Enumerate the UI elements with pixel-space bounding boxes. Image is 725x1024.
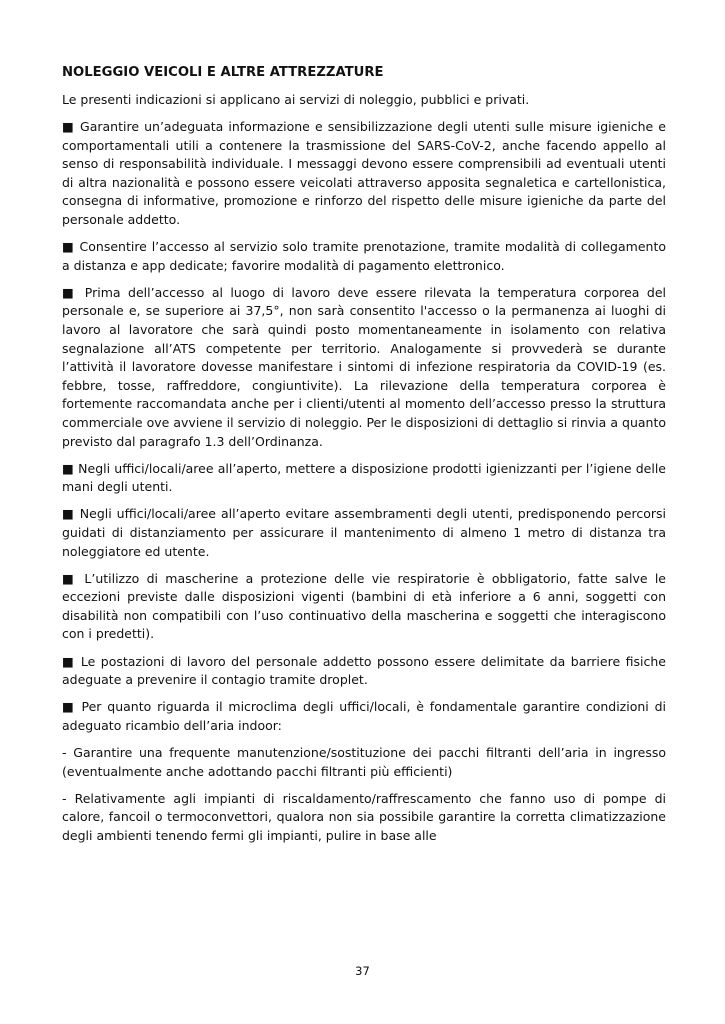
section-heading: NOLEGGIO VEICOLI E ALTRE ATTREZZATURE xyxy=(62,65,384,80)
paragraph-barriers: ■ Le postazioni di lavoro del personale addetto possono essere delimitate da barriere fisiche adeguate a prevenire il contagio tramite droplet. xyxy=(62,653,666,688)
paragraph-microclimate: ■ Per quanto riguarda il microclima degli uffici/locali, è fondamentale garantire condizioni di adeguato ricambio dell’aria indoor: xyxy=(62,699,666,733)
paragraph-masks: ■ L’utilizzo di mascherine a protezione delle vie respiratorie è obbligatorio, fatte salve le eccezioni previste dalle disposizioni vigenti (bambini di età inferiore a 6 anni, soggetti con disabilità non compatibili con l’uso continuativo della mascherina e soggetti che interagiscono con i predetti). xyxy=(62,570,666,642)
paragraph-distancing: ■ Negli uffici/locali/aree all’aperto evitare assembramenti degli utenti, predisponendo percorsi guidati di distanziamento per assicurare il mantenimento di almeno 1 metro di distanza tra noleggiatore ed utente. xyxy=(62,506,666,559)
page-number: 37 xyxy=(355,964,370,978)
paragraph-filters: - Garantire una frequente manutenzione/sostituzione dei pacchi filtranti dell’aria in ingresso (eventualmente anche adottando pacchi filtranti più efficienti) xyxy=(62,744,666,779)
paragraph-heating: - Relativamente agli impianti di riscaldamento/raffrescamento che fanno uso di pompe di calore, fancoil o termoconvettori, qualora non sia possibile garantire la corretta climatizzazione degli ambienti tenendo fermi gli impianti, pulire in base alle xyxy=(62,790,666,843)
paragraph-information: ■ Garantire un’adeguata informazione e sensibilizzazione degli utenti sulle misure igieniche e comportamentali utili a contenere la trasmissione del SARS-CoV-2, anche facendo appello al senso di responsabilità individuale. I messaggi devono essere comprensibili ad eventuali utenti di altra nazionalità e possono essere veicolati attraverso apposita segnaletica e cartellonistica, consegna di informative, promozione e rinforzo del rispetto delle misure igieniche da parte del personale addetto. xyxy=(62,119,666,228)
paragraph-sanitizers: ■ Negli uffici/locali/aree all’aperto, mettere a disposizione prodotti igienizzanti per l’igiene delle mani degli utenti. xyxy=(62,460,666,495)
document-body xyxy=(62,64,666,854)
paragraph-booking: ■ Consentire l’accesso al servizio solo tramite prenotazione, tramite modalità di collegamento a distanza e app dedicate; favorire modalità di pagamento elettronico. xyxy=(62,239,666,273)
paragraph-temperature: ■ Prima dell’accesso al luogo di lavoro deve essere rilevata la temperatura corporea del personale e, se superiore ai 37,5°, non sarà consentito l'accesso o la permanenza ai luoghi di lavoro al lavoratore che sarà quindi posto momentaneamente in isolamento con relativa segnalazione all’ATS competente per territorio. Analogamente si provvederà se durante l’attività il lavoratore dovesse manifestare i sintomi di infezione respiratoria da COVID-19 (es. febbre, tosse, raffreddore, congiuntivite). La rilevazione della temperatura corporea è fortemente raccomandata anche per i clienti/utenti al momento dell’accesso presso la struttura commerciale ove avviene il servizio di noleggio. Per le disposizioni di dettaglio si rinvia a quanto previsto dal paragrafo 1.3 dell’Ordinanza. xyxy=(62,284,666,449)
intro-paragraph: Le presenti indicazioni si applicano ai servizi di noleggio, pubblici e privati. xyxy=(62,92,530,107)
